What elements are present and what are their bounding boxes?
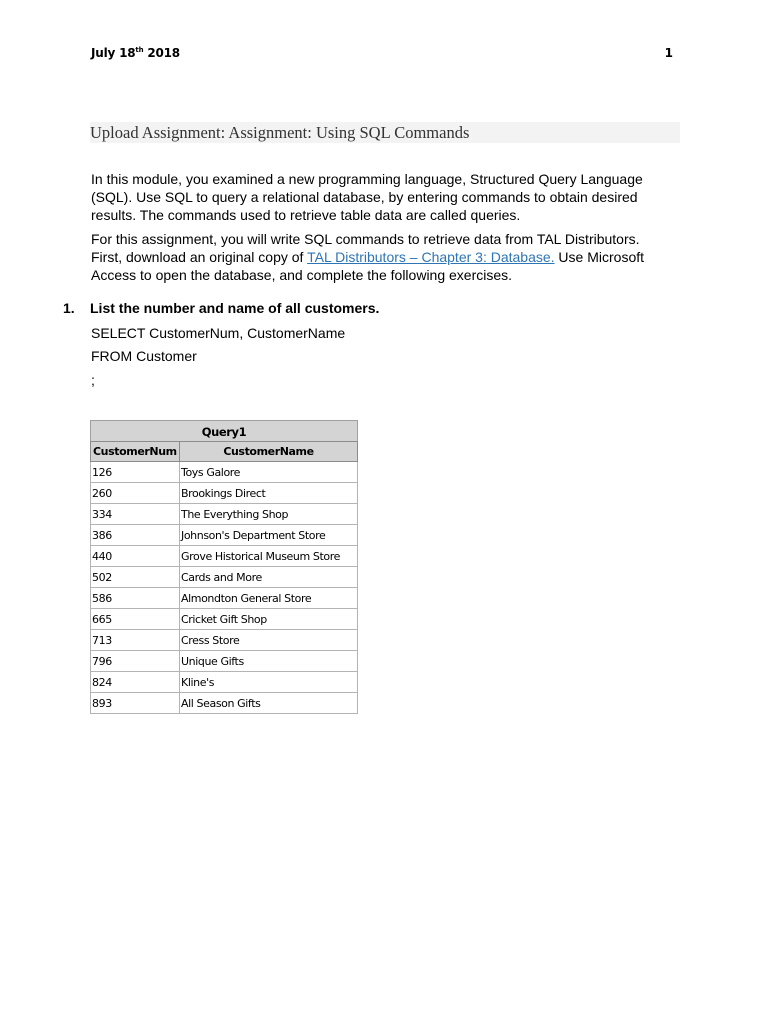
column-header-customer-num: CustomerNum	[91, 442, 180, 462]
table-row	[91, 567, 358, 588]
customer-num-cell: 796	[91, 651, 180, 672]
table-row	[91, 651, 358, 672]
customer-name-cell: Unique Gifts	[180, 651, 358, 672]
customer-num-cell: 440	[91, 546, 180, 567]
column-header-customer-name: CustomerName	[180, 442, 358, 462]
assignment-title: Upload Assignment: Assignment: Using SQL Commands	[90, 122, 680, 143]
customer-num-cell: 260	[91, 483, 180, 504]
customer-num-cell: 334	[91, 504, 180, 525]
database-download-link[interactable]: TAL Distributors – Chapter 3: Database.	[307, 249, 555, 265]
table-row	[91, 609, 358, 630]
table-row	[91, 483, 358, 504]
instructions-text-before: For this assignment, you will write SQL commands to retrieve data from TAL Distributors. First, download an original copy of	[91, 231, 640, 265]
customer-num-cell: 824	[91, 672, 180, 693]
customer-name-cell: Cress Store	[180, 630, 358, 651]
table-row	[91, 546, 358, 567]
table-header-row	[91, 442, 358, 462]
table-row	[91, 672, 358, 693]
header-date-year: 2018	[143, 46, 180, 60]
customer-name-cell: Cricket Gift Shop	[180, 609, 358, 630]
customer-name-cell: Johnson's Department Store	[180, 525, 358, 546]
instructions-text-after: Use Microsoft Access to open the database, and complete the following exercises.	[91, 249, 645, 283]
instructions-paragraph	[91, 230, 671, 284]
customer-name-cell: Brookings Direct	[180, 483, 358, 504]
sql-line-select: SELECT CustomerNum, CustomerName	[91, 325, 346, 341]
customer-name-cell: Toys Galore	[180, 462, 358, 483]
query-table-caption: Query1	[90, 420, 358, 441]
table-row	[91, 630, 358, 651]
customer-num-cell: 502	[91, 567, 180, 588]
customer-name-cell: Kline's	[180, 672, 358, 693]
question-1-number: 1.	[63, 300, 75, 316]
page-number: 1	[664, 46, 673, 60]
customer-name-cell: Cards and More	[180, 567, 358, 588]
customer-num-cell: 386	[91, 525, 180, 546]
table-row	[91, 525, 358, 546]
customer-name-cell: All Season Gifts	[180, 693, 358, 714]
sql-line-from: FROM Customer	[91, 348, 197, 364]
question-1-text: List the number and name of all customers.	[90, 300, 380, 316]
customer-num-cell: 893	[91, 693, 180, 714]
customer-name-cell: Almondton General Store	[180, 588, 358, 609]
header-date-suffix: th	[135, 46, 144, 54]
customer-name-cell: Grove Historical Museum Store	[180, 546, 358, 567]
customer-num-cell: 586	[91, 588, 180, 609]
table-row	[91, 693, 358, 714]
customer-num-cell: 713	[91, 630, 180, 651]
table-row	[91, 462, 358, 483]
table-row	[91, 504, 358, 525]
sql-line-terminator: ;	[91, 372, 95, 388]
customer-num-cell: 665	[91, 609, 180, 630]
table-row	[91, 588, 358, 609]
table-body	[91, 462, 358, 714]
header-date	[91, 46, 180, 60]
question-1	[63, 299, 379, 317]
customer-num-cell: 126	[91, 462, 180, 483]
intro-paragraph: In this module, you examined a new programming language, Structured Query Language (SQL). Use SQL to query a relational database, by entering commands to obtain desired results. The commands used to retrieve table data are called queries.	[91, 171, 643, 223]
customer-name-cell: The Everything Shop	[180, 504, 358, 525]
header-date-day: July 18	[91, 46, 136, 60]
query-result-table	[90, 420, 358, 714]
